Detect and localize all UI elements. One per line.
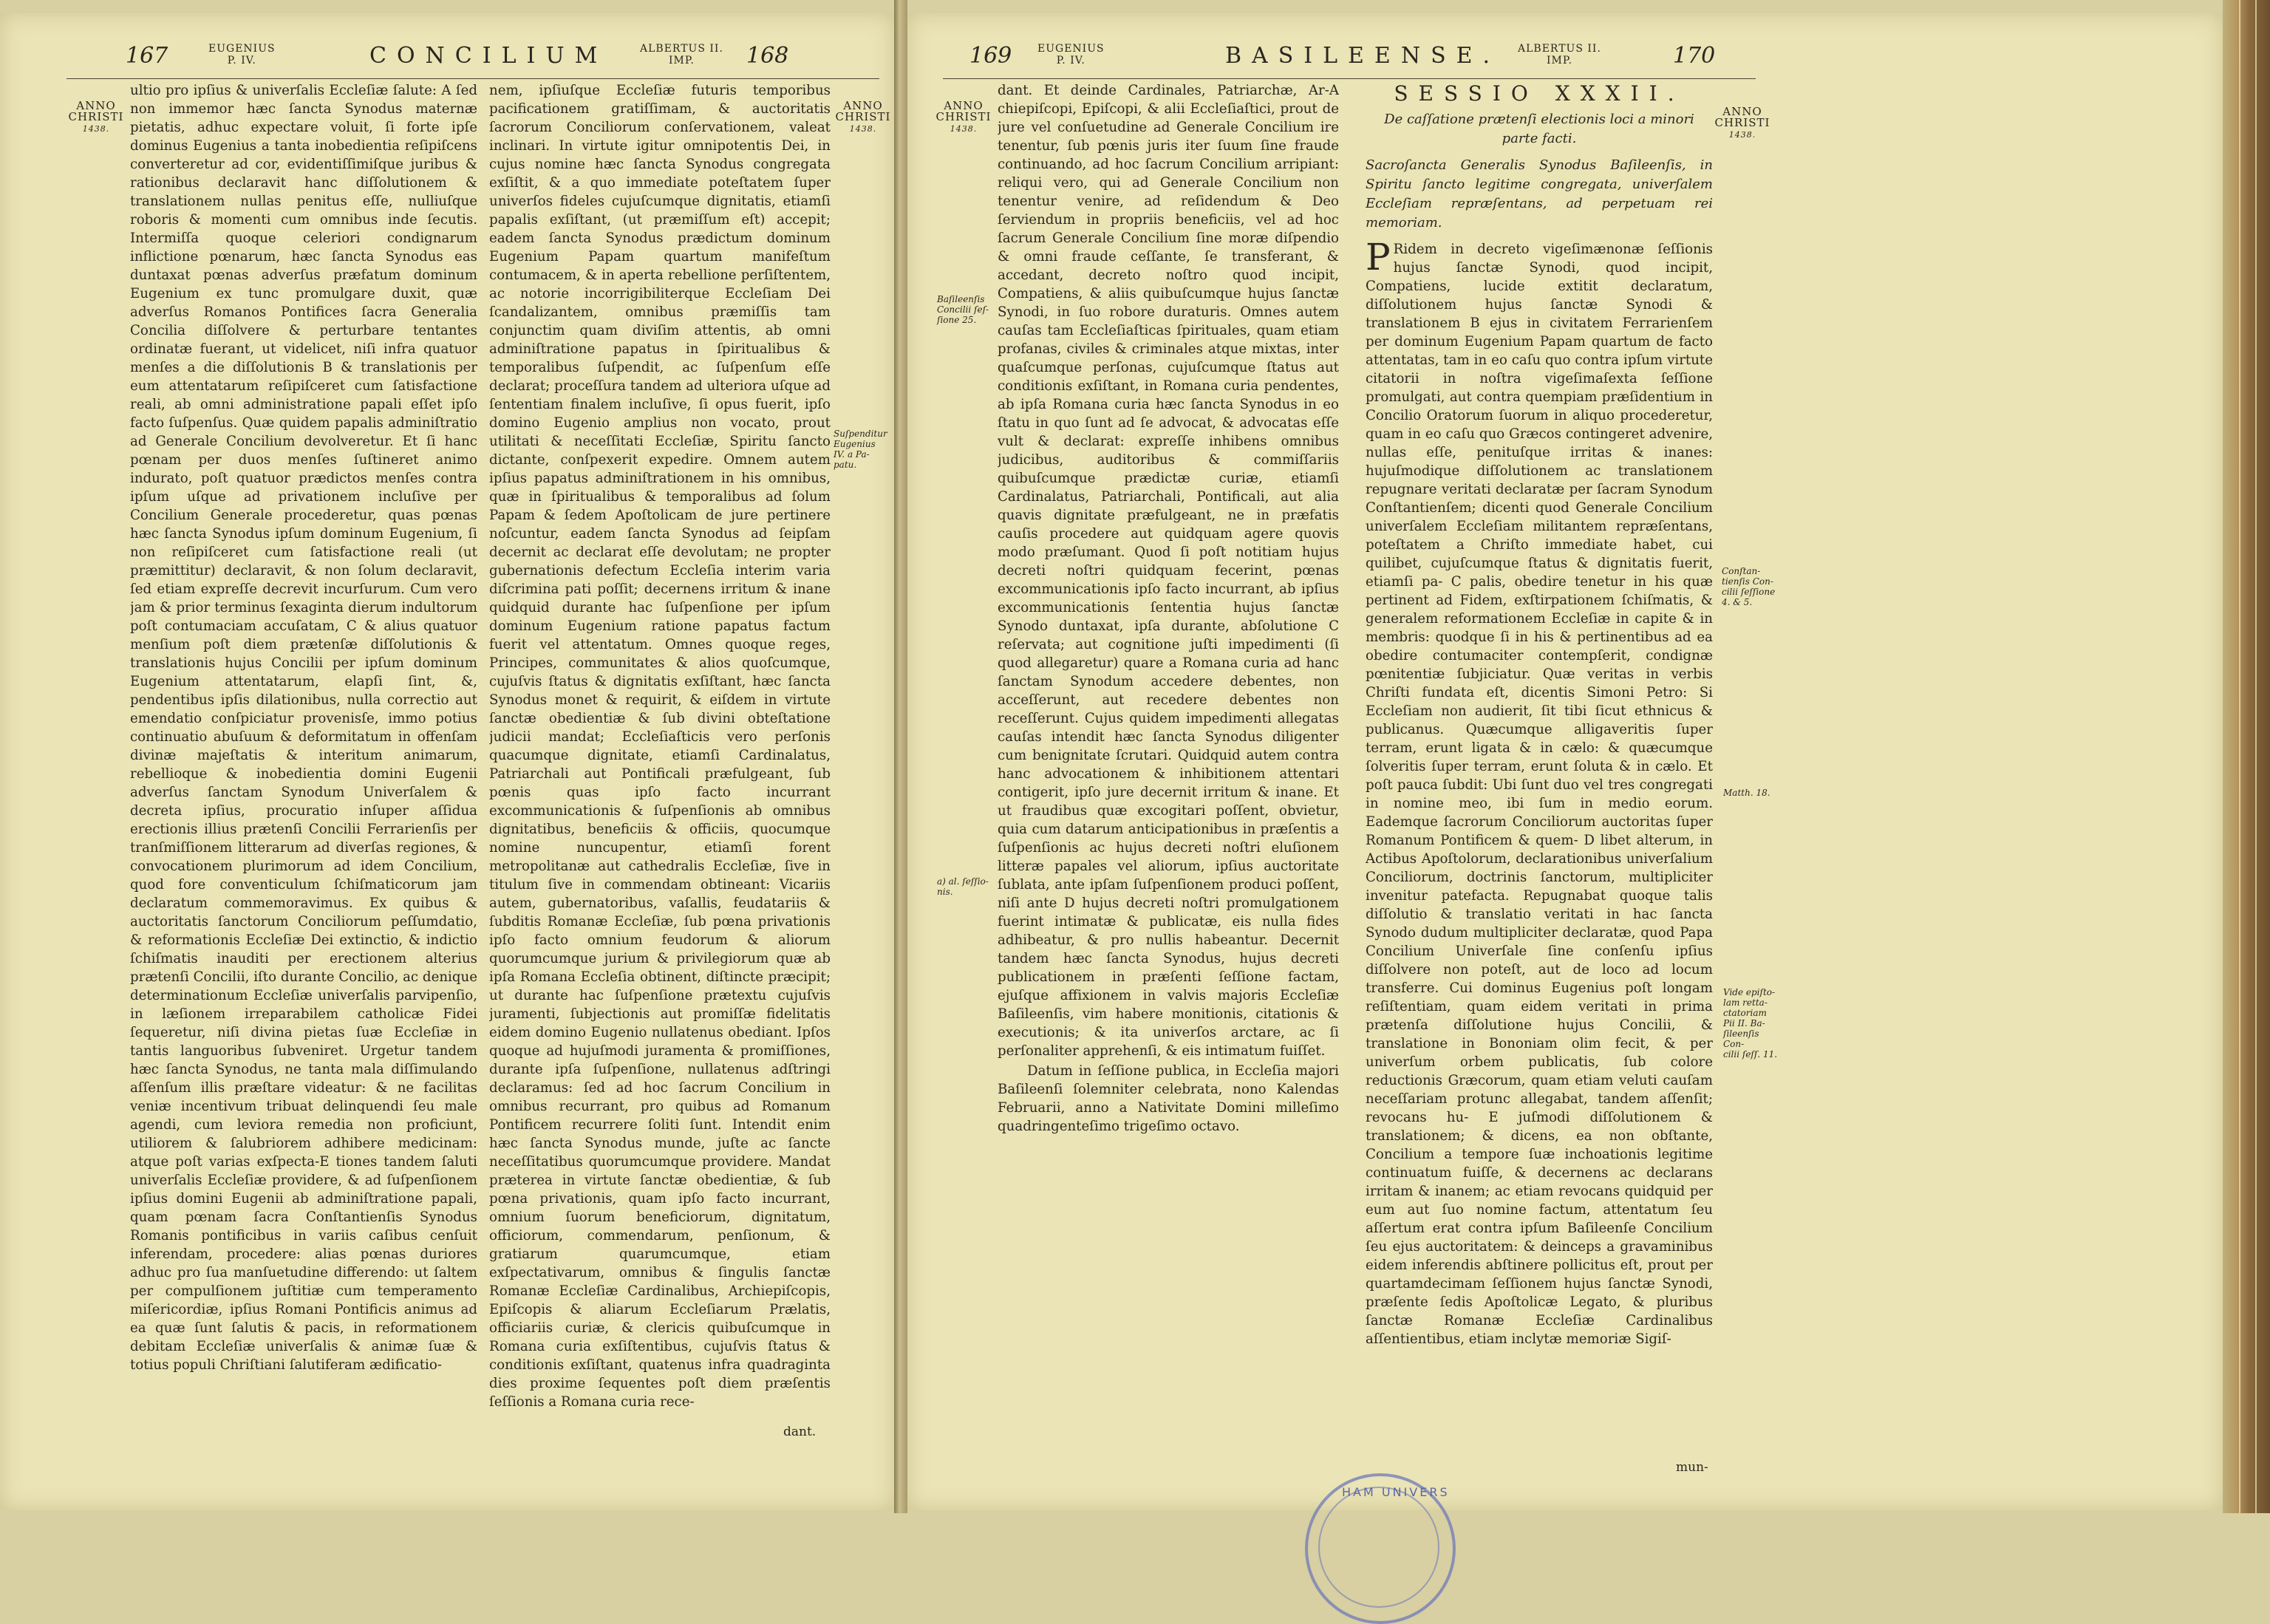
anno-year: 1438. xyxy=(1728,130,1756,140)
right-column-2 xyxy=(1366,81,1713,1463)
christi-label: CHRISTI xyxy=(835,110,891,123)
note-line: ſione 25. xyxy=(937,315,977,325)
session-decree: Sacroſancta Generalis Synodus Baſileenſis, in Spiritu ſancto legitime congregata, univerſalem Eccleſiam repræſentans, ad perpetuam rei memoriam. xyxy=(1366,157,1713,231)
margin-note-matth xyxy=(1723,788,1782,798)
library-stamp-inner xyxy=(1318,1487,1439,1608)
right-page xyxy=(907,13,2223,1510)
anno-year: 1438. xyxy=(82,124,110,134)
anno-christi-right-b xyxy=(1713,106,1772,140)
note-line: patu. xyxy=(834,460,857,470)
note-line: 4. & 5. xyxy=(1722,597,1753,607)
anno-label: ANNO xyxy=(76,99,116,112)
left-column-2 xyxy=(489,81,831,1419)
anno-christi-right-a xyxy=(934,100,993,134)
left-catchword: dant. xyxy=(783,1425,817,1439)
anno-label: ANNO xyxy=(1722,105,1762,118)
note-line: Concilii ſeſ- xyxy=(937,304,989,315)
anno-year: 1438. xyxy=(950,124,978,134)
session-body xyxy=(1366,236,1713,1348)
right-head-eugenius xyxy=(1037,43,1105,66)
left-column-1 xyxy=(130,81,477,1448)
margin-note-basileensis xyxy=(937,294,996,325)
right-catchword: mun- xyxy=(1676,1460,1708,1475)
note-line: cilii ſeſſione xyxy=(1722,587,1776,597)
edge-highlight xyxy=(2255,0,2257,1513)
note-line: Eugenius xyxy=(834,439,876,449)
left-page xyxy=(0,13,894,1510)
edge-highlight xyxy=(2239,0,2240,1513)
christi-label: CHRISTI xyxy=(1714,116,1770,129)
note-line: IV. a Pa- xyxy=(834,449,870,460)
page-number-168: 168 xyxy=(746,43,789,69)
right-title-wrap xyxy=(1225,43,1500,69)
left-col2-text: nem, ipſiuſque Eccleſiæ futuris temporibus pacificationem gratiſſimam, & auctoritatis ſacrorum Conciliorum conſervationem, valeat inclinari. In virtute igitur omnipotentis Dei, in cujus nomine hæc ſancta Synodus congregata exſiſtit, & a quo immediate poteſtatem ſuper univerſos fideles cujuſcumque dignitatis, etiamſi papalis exſiſtant, (ut præmiſſum eſt) accepit; eadem ſancta Synodus prædictum dominum Eugenium Papam quartum manifeſtum contumacem, & in aperta rebellione perſiſtentem, ac notorie incorrigibiliterque Eccleſiam Dei ſcandalizantem, omnibus præmiſſis tam conjunctim quam diviſim attentis, ab omni adminiſtratione papatus in ſpiritualibus & temporalibus ſuſpendit, ac ſuſpenſum eſſe declarat; proceſſura tandem ad ulteriora uſque ad ſententiam finalem incluſive, ſi opus fuerit, ipſo domino Eugenio amplius non vocato, prout utilitati & neceſſitati Eccleſiæ, Spiritu ſancto dictante, conſpexerit expedire. Omnem autem ipſius papatus adminiſtrationem in his omnibus, quæ in ſpiritualibus & temporalibus ad ſolum Papam & ſedem Apoſtolicam de jure pertinere noſcuntur, eadem ſancta Synodus ad ſeipſam decernit ac declarat eſſe devolutam; ne propter gubernationis defectum Eccleſia interim varia diſcrimina pati poſſit; decernens irritum & inane quidquid durante hac ſuſpenſione per ipſum dominum Eugenium ratione papatus factum fuerit vel attentatum. Omnes quoque reges, Principes, communitates & alios quoſcumque, cujuſvis ſtatus & dignitatis exſiſtant, hæc ſancta Synodus monet & requirit, & eiſdem in virtute ſanctæ obedientiæ & ſub divini obteſtatione judicii mandat; Eccleſiaſticis vero perſonis quacumque dignitate, etiamſi Cardinalatus, Patriarchali aut Pontificali præfulgeant, ſub pœnis quas ipſo facto incurrant excommunicationis & ſuſpenſionis ab omnibus dignitatibus, beneficiis & officiis, quocumque nomine nuncupentur, etiamſi forent metropolitanæ aut cathedralis Eccleſiæ, ſive in titulum ſive in commendam obtineant: Vicariis autem, gubernatoribus, vaſallis, feudatariis & ſubditis Romanæ Eccleſiæ, ſub pœna privationis ipſo facto omnium feudorum & aliorum quorumcumque jurium & privilegiorum quæ ab ipſa Romana Eccleſia obtinent, diſtincte præcipit; ut durante hac ſuſpenſione prætextu cujuſvis juramenti, ſubjectionis aut promiſſæ fidelitatis eidem domino Eugenio nullatenus obediant. Ipſos quoque ad hujuſmodi juramenta & promiſſiones, durante ipſa ſuſpenſione, nullatenus adſtringi declaramus: ſed ad hoc ſacrum Concilium in omnibus recurrant, pro quibus ad Romanum Pontificem recurrere ſoliti ſunt. Intendit enim hæc ſancta Synodus munde, juſte ac ſancte neceſſitatibus quorumcumque providere. Mandat præterea in virtute ſanctæ obedientiæ, & ſub pœna privationis, quam ipſo facto incurrant, omnium ſuorum beneficiorum, dignitatum, officiorum, commendarum, penſionum, & gratiarum quarumcumque, etiam exſpectativarum, omnibus & ſingulis ſanctæ Romanæ Eccleſiæ Cardinalibus, Archiepiſcopis, Epiſcopis & aliarum Eccleſiarum Prælatis, officiariis curiæ, & clericis quibuſcumque in Romana curia exſiſtentibus, cujuſvis ſtatus & conditionis exſiſtant, quatenus infra quadraginta dies proxime ſequentes poſt diem præſentis ſeſſionis a Romana curia rece- xyxy=(489,83,831,1410)
note-line: lam retta- xyxy=(1723,997,1768,1008)
left-title-wrap xyxy=(369,43,607,69)
right-column-1 xyxy=(998,81,1339,1234)
note-line: ſileenſis Con- xyxy=(1723,1028,1759,1049)
drop-cap: P xyxy=(1366,236,1391,279)
note-line: Conſtan- xyxy=(1722,566,1761,576)
page-number-169: 169 xyxy=(969,43,1012,69)
left-pgnum-b-wrap xyxy=(746,43,788,69)
head-albertus: ALBERTUS II. xyxy=(1518,43,1601,55)
note-line: Matth. 18. xyxy=(1723,788,1770,798)
left-header-rule xyxy=(67,78,879,79)
margin-note-vide xyxy=(1723,987,1782,1060)
head-imp: IMP. xyxy=(669,55,695,66)
margin-note-a xyxy=(937,876,996,897)
head-eugenius: EUGENIUS xyxy=(1037,43,1105,55)
anno-label: ANNO xyxy=(843,99,883,112)
anno-year: 1438. xyxy=(849,124,877,134)
christi-label: CHRISTI xyxy=(68,110,124,123)
note-line: Pii II. Ba- xyxy=(1723,1018,1765,1028)
left-head-eugenius xyxy=(208,43,276,66)
session-subtitle: De caſſatione prætenſi electionis loci a minori parte facti. xyxy=(1384,112,1694,146)
christi-label: CHRISTI xyxy=(935,110,992,123)
right-header-rule xyxy=(943,78,1756,79)
note-line: Suſpenditur xyxy=(834,429,887,439)
head-albertus: ALBERTUS II. xyxy=(640,43,723,55)
left-head-albertus xyxy=(640,43,723,66)
note-line: ctatoriam xyxy=(1723,1008,1767,1018)
right-pgnum-b-wrap xyxy=(1673,43,1715,69)
book-gutter xyxy=(894,0,907,1513)
margin-note-suspenditur xyxy=(834,429,893,470)
note-line: Vide epiſto- xyxy=(1723,987,1776,997)
note-line: a) al. ſeſſio- xyxy=(937,876,989,887)
session-title: SESSIO XXXII. xyxy=(1394,81,1685,106)
head-pope: P. IV. xyxy=(1056,55,1085,66)
right-col1-text: dant. Et deinde Cardinales, Patriarchæ, Ar-A chiepiſcopi, Epiſcopi, & alii Eccleſiaſtici, prout de jure vel conſuetudine ad Generale Concilium ire tenentur, ſub pœnis juris iter ſuum ſine fraude continuando, ad hoc ſacrum Concilium arripiant: reliqui vero, qui ad Generale Concilium non tenentur venire, ad reſidendum & Deo ſerviendum in propriis beneficiis, vel ad hoc ſacrum Generale Concilium ſine moræ diſpendio & omni fraude ceſſante, ſe transferant, & accedant, decreto noſtro quod incipit, Compatiens, & aliis quibuſcumque hujus ſanctæ Synodi, in ſuo robore duraturis. Omnes autem cauſas tam Eccleſiaſticas ſpirituales, quam etiam profanas, civiles & criminales atque mixtas, inter quaſcumque perſonas, cujuſcumque ſtatus aut conditionis exſiſtant, in Romana curia pendentes, ab ipſa Romana curia hæc ſancta Synodus in eo ſtatu in quo ſunt ad ſe advocat, & advocatas eſſe vult & declarat: expreſſe inhibens omnibus judicibus, auditoribus & commiſſariis quibuſcumque prædictæ curiæ, etiamſi Cardinalatus, Patriarchali, Pontificali, aut alia quavis dignitate præfulgeant, ne in præfatis cauſis procedere aut quidquam agere quovis modo præſumant. Quod ſi poſt notitiam hujus decreti noſtri quidquam fecerint, pœnas excommunicationis ipſo facto incurrant, ab ipſius excommunicationis ſententia hujus ſanctæ Synodo duntaxat, ipſa durante, abſolutione C reſervata; aut cognitione juſti impedimenti (ſi quod allegaretur) quare a Romana curia ad hanc ſanctam Synodum accedere debentes, non acceſſerunt, aut recedere debentes non receſſerunt. Cujus quidem impedimenti allegatas cauſas intendit hæc ſancta Synodus diligenter cum benignitate ſcrutari. Quidquid autem contra hanc advocationem & inhibitionem attentari contigerit, ipſo jure decernit irritum & inane. Et ut fraudibus quæ excogitari poſſent, obvietur, quia cum datarum anticipationibus in præſentis a ſuſpenſionis ac hujus decreti noſtri eluſionem litteræ papales vel aliorum, ipſius auctoritate ſublata, ante ipſam ſuſpenſionem produci poſſent, niſi ante D hujus decreti noſtri promulgationem fuerint intimatæ & publicatæ, eis nulla fides adhibeatur, & pro nullis habeantur. Decernit tandem hæc ſancta Synodus, hujus decreti publicationem in præſenti ſeſſione factam, ejuſque affixionem in valvis majoris Eccleſiæ Baſileenſis, vim habere monitionis, citationis & executionis; & ita univerſos arctare, ac ſi perſonaliter apprehenſi, & eis intimatum fuiſſet. xyxy=(998,83,1339,1059)
page-number-170: 170 xyxy=(1673,43,1716,69)
page-title-concilium: CONCILIUM xyxy=(369,43,608,69)
margin-note-constantiensis xyxy=(1722,566,1781,607)
right-head-albertus xyxy=(1518,43,1601,66)
library-stamp-text: HAM UNIVERS xyxy=(1342,1485,1450,1499)
book-fore-edge xyxy=(2223,0,2270,1513)
note-line: cilii ſeſſ. 11. xyxy=(1723,1049,1778,1060)
left-running-head xyxy=(126,43,168,69)
left-col1-text: ultio pro ipſius & univerſalis Eccleſiæ ſalute: A ſed non immemor hæc ſancta Synodus maternæ pietatis, adhuc expectare voluit, ſi forte ipſe dominus Eugenius a tanta inobedientia reſipiſcens converteretur ad cor, evidentiſſimiſque juribus & rationibus declaravit hanc diſſolutionem & translationem nullas penitus eſſe, nulliuſque roboris & momenti cum omnibus inde ſecutis. Intermiſſa quoque celeriori condignarum inflictione pœnarum, hæc ſancta Synodus eas duntaxat pœnas adverſus præfatum dominum Eugenium ex tunc promulgare duxit, quæ adverſus Romanos Pontifices ſacra Generalia Concilia diſſolvere & perturbare tentantes ordinatæ fuerant, ut videlicet, niſi infra quatuor menſes a die diſſolutionis B & translationis per eum attentatarum reſipiſceret cum ſatisfactione reali, ab omni administratione papali eſſet ipſo facto ſuſpenſus. Quæ quidem papalis adminiſtratio ad Generale Concilium devolveretur. Et ſi hanc pœnam per duos menſes ſuſtineret animo indurato, poſt quatuor prædictos menſes contra ipſum uſque ad privationem incluſive per Concilium Generale procederetur, quas pœnas hæc ſancta Synodus ipſum dominum Eugenium, ſi non reſipiſceret cum ſatisfactione reali (ut præmittitur) declaravit, & non ſolum declaravit, ſed etiam expreſſe decrevit incurſurum. Cum vero jam & prior terminus ſexaginta dierum indultorum poſt contumaciam accuſatam, C & alius quatuor menſium poſt diem prætenſæ diſſolutionis & translationis hujus Concilii per ipſum dominum Eugenium attentatarum, elapſi ſint, &, pendentibus ipſis dilationibus, nulla correctio aut emendatio conſpiciatur provenisſe, immo potius continuatio abuſuum & deformitatum in offenſam divinæ majeſtatis & interitum animarum, rebellioque & inobedientia domini Eugenii adverſus ſanctam Synodum Univerſalem & decreta ipſius, procuratio inſuper aſſidua erectionis illius prætenſi Concilii Ferrarienſis per tranſmiſſionem litterarum ad diverſas regiones, & convocationem plurimorum ad idem Concilium, quod fore conventiculum ſchiſmaticorum jam declaratum commemoravimus. Ex quibus & auctoritatis ſanctorum Conciliorum peſſumdatio, & reformationis Eccleſiæ Dei extinctio, & indictio ſchiſmatis inauditi per erectionem alterius prætenſi Concilii, iſto durante Concilio, ac denique determinationum Eccleſiæ univerſalis parvipenſio, in læſionem irreparabilem catholicæ Fidei ſequeretur, niſi divina pietas ſuæ Eccleſiæ in tantis languoribus ſubveniret. Urgetur tandem hæc ſancta Synodus, ne tanta mala diſſimulando aſſenſum illis præſtare videatur: & ne facilitas veniæ incentivum tribuat delinquendi ſeu male agendi, cum leviora remedia non proficiunt, utiliorem & ſalubriorem adhibere medicinam: atque poſt varias exſpecta-E tiones tandem ſaluti univerſalis Eccleſiæ providere, & ad ſuſpenſionem ipſius domini Eugenii ab adminiſtratione papali, quam pœnam ſacra Conſtantienſis Synodus Romanis pontificibus in variis caſibus cenſuit inferendam, procedere: alias pœnas duriores adhuc pro ſua manſuetudine differendo: ut ſaltem per compulſionem juſtitiæ cum temperamento miſericordiæ, ipſius Romani Pontificis animus ad ea quæ ſunt ſalutis & pacis, in reformationem debitam Eccleſiæ univerſalis & animæ ſuæ & totius populi Chriſtiani ſalutiferam ædificatio- xyxy=(130,83,477,1373)
head-pope: P. IV. xyxy=(227,55,256,66)
anno-christi-left-a xyxy=(67,100,126,134)
page-title-basileense: BASILEENSE. xyxy=(1225,43,1501,69)
right-pgnum-a-wrap xyxy=(969,43,1012,69)
page-number-167: 167 xyxy=(126,43,168,69)
session-body-text: Ridem in decreto vigeſimænonæ ſeſſionis hujus ſanctæ Synodi, quod incipit, Compatiens, lucide extitit declaratum, diſſolutionem hujus ſanctæ Synodi & translationem B ejus in civitatem Ferrarienſem per dominum Eugenium Papam quartum de facto attentatas, tam in eo caſu quo contra ipſum virtute citatorii in noſtra vigeſimaſexta ſeſſione promulgati, aut contra quempiam præſidentium in Concilio Oratorum ſuorum in aliquo procederetur, quam in eo caſu quo Græcos contingeret advenire, nullas eſſe, penituſque irritas & inanes: hujuſmodique diſſolutionem ac translationem repugnare veritati declaratæ per ſacram Synodum Conſtantienſem; dicenti quod Generale Concilium univerſalem Eccleſiam militantem repræſentans, poteſtatem a Chriſto immediate habet, cui quilibet, cujuſcumque ſtatus & dignitatis fuerit, etiamſi pa- C palis, obedire tenetur in his quæ pertinent ad Fidem, exſtirpationem ſchiſmatis, & generalem reformationem Eccleſiæ in capite & in membris: quodque ſi in his & pertinentibus ad ea obedire contumaciter contempſerit, condignæ pœnitentiæ ſubjiciatur. Quæ veritas in verbis Chriſti fundata eſt, dicentis Simoni Petro: Si Eccleſiam non audierit, ſit tibi ſicut ethnicus & publicanus. Quæcumque alligaveritis ſuper terram, erunt ligata & in cælo: & quæcumque ſolveritis ſuper terram, erunt ſoluta & in cælo. Et poſt pauca ſubdit: Ubi ſunt duo vel tres congregati in nomine meo, ibi ſum in medio eorum. Eademque ſacrorum Conciliorum auctoritas ſuper Romanum Pontificem & quem- D libet alterum, in Actibus Apoſtolorum, declarationibus univerſalium Conciliorum, doctrinis ſanctorum, multipliciter invenitur patefacta. Repugnabat quoque talis diſſolutio & translatio veritati in hac ſancta Synodo dudum multipliciter declaratæ, quod Papa Concilium Univerſale ſine conſenſu ipſius diſſolvere non poteſt, aut de loco ad locum transferre. Cui dominus Eugenius poſt longam reſiſtentiam, quam eidem veritati in prima prætenſa diſſolutione hujus Concilii, & translatione in Bononiam olim fecit, & per univerſum orbem publicatis, ſub colore reductionis Græcorum, quam etiam veluti cauſam neceſſariam protunc allegabat, tandem aſſenſit; revocans hu- E juſmodi diſſolutionem & translationem; & dicens, ea non obſtante, Concilium a tempore ſuæ inchoationis legitime continuatum fuiſſe, & decernens ac declarans irritam & inanem; ac etiam revocans quidquid per eum aut ſuo nomine factum, attentatum ſeu aſſertum erat contra ipſum Baſileenſe Concilium ſeu ejus auctoritatem: & deinceps a gravaminibus eidem inferendis abſtinere pollicitus eſt, prout per quartamdecimam ſeſſionem hujus ſanctæ Synodi, præſente ſedis Apoſtolicæ Legato, & pluribus ſanctæ Romanæ Eccleſiæ Cardinalibus aſſentientibus, etiam inclytæ memoriæ Sigiſ- xyxy=(1366,242,1713,1347)
head-eugenius: EUGENIUS xyxy=(208,43,276,55)
anno-label: ANNO xyxy=(944,99,984,112)
anno-christi-left-b xyxy=(834,100,893,134)
note-line: nis. xyxy=(937,887,953,897)
right-col1-datum: Datum in ſeſſione publica, in Eccleſia majori Baſileenſi ſolemniter celebrata, nono Kalendas Februarii, anno a Nativitate Domini milleſimo quadringenteſimo trigeſimo octavo. xyxy=(998,1063,1339,1134)
note-line: tienſis Con- xyxy=(1722,576,1773,587)
note-line: Baſileenſis xyxy=(937,294,985,304)
head-imp: IMP. xyxy=(1547,55,1572,66)
